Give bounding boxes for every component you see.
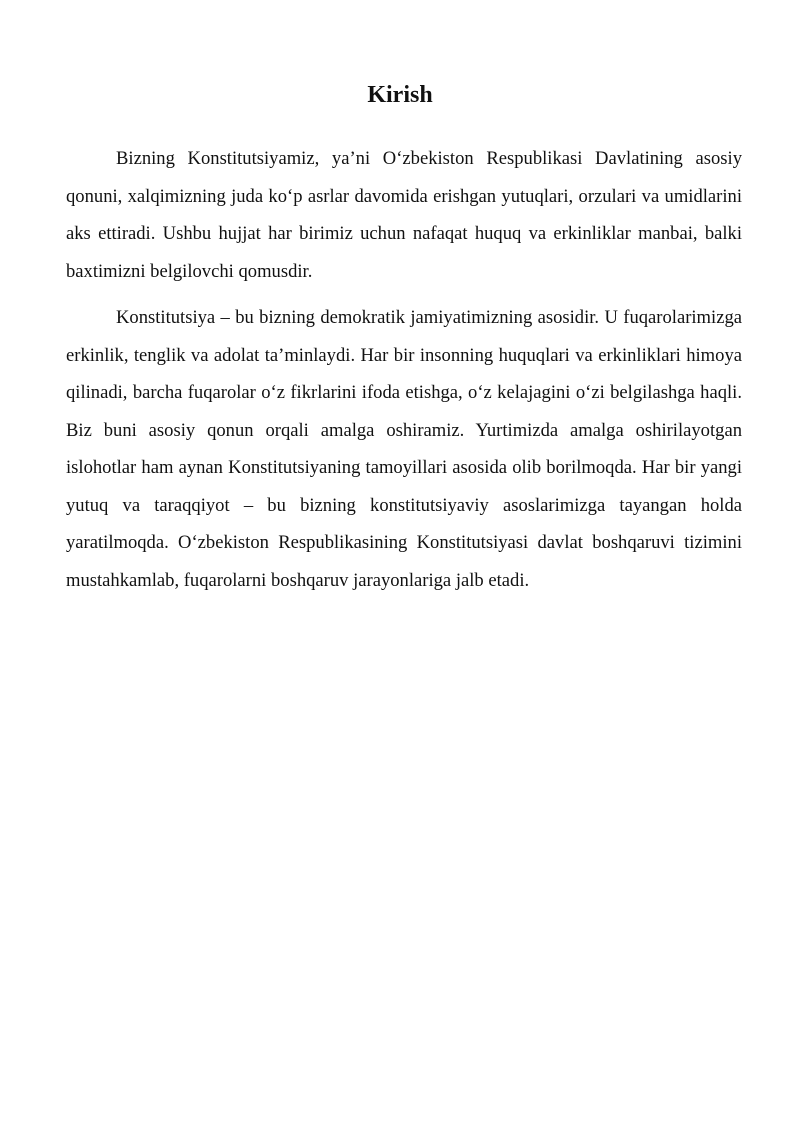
paragraph-1: Bizning Konstitutsiyamiz, ya’ni O‘zbekiston Respublikasi Davlatining asosiy qonuni, xalqimizning juda ko‘p asrlar davomida erishgan yutuqlari, orzulari va umidlarini aks ettiradi. Ushbu hujjat har birimiz uchun nafaqat huquq va erkinliklar manbai, balki baxtimizni belgilovchi qomusdir.: [66, 148, 742, 282]
page-title: Kirish: [367, 82, 433, 108]
document-body: [66, 140, 742, 608]
paragraph-2: Konstitutsiya – bu bizning demokratik jamiyatimizning asosidir. U fuqarolarimizga erkinlik, tenglik va adolat ta’minlaydi. Har bir insonning huquqlari va erkinliklari himoya qilinadi, barcha fuqarolar o‘z fikrlarini ifoda etishga, o‘z kelajagini o‘zi belgilashga haqli. Biz buni asosiy qonun orqali amalga oshiramiz. Yurtimizda amalga oshirilayotgan islohotlar ham aynan Konstitutsiyaning tamoyillari asosida olib borilmoqda. Har bir yangi yutuq va taraqqiyot – bu bizning konstitutsiyaviy asoslarimizga tayangan holda yaratilmoqda. O‘zbekiston Respublikasining Konstitutsiyasi davlat boshqaruvi tizimini mustahkamlab, fuqarolarni boshqaruv jarayonlariga jalb etadi.: [66, 307, 742, 591]
